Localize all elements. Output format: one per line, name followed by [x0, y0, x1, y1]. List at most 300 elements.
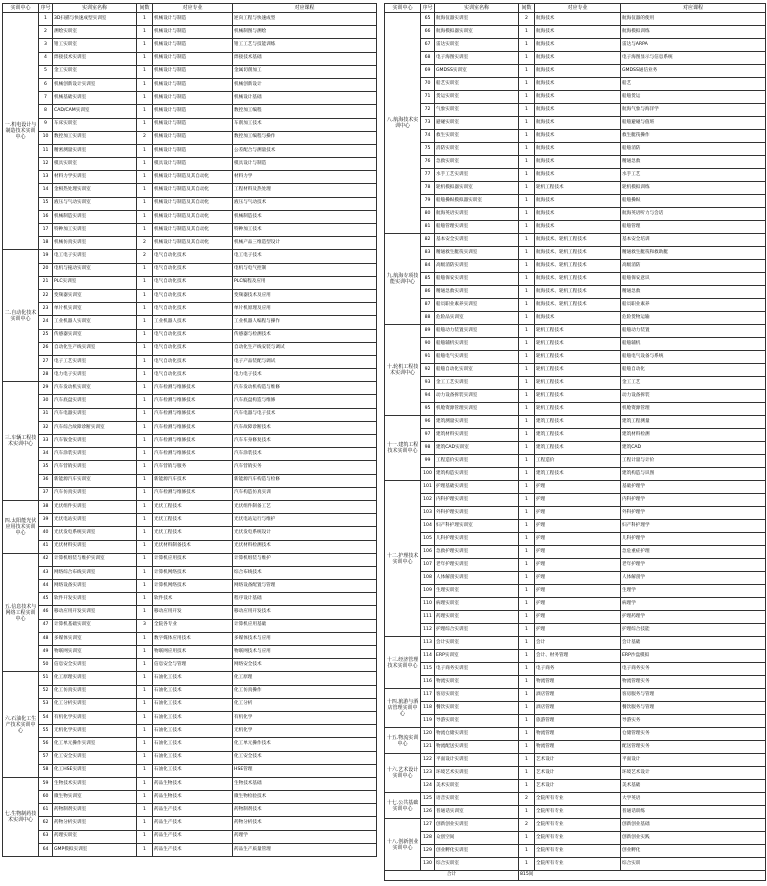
table-row: [3, 342, 377, 355]
room-no: 128: [421, 832, 435, 845]
room-course: 内科护理学: [621, 494, 766, 507]
room-course: 物流管理实务: [621, 676, 766, 689]
room-qty: 1: [137, 382, 153, 395]
room-qty: 1: [519, 39, 535, 52]
left-panel: [2, 3, 376, 857]
room-name: ERP实训室: [435, 650, 519, 663]
room-name: 气象实训室: [435, 104, 519, 117]
right-panel: [384, 3, 765, 881]
table-row: [3, 527, 377, 540]
room-major: 光伏工程技术: [153, 500, 233, 513]
room-major: 护理: [535, 507, 621, 520]
room-major: 机械设计与制造及其自动化: [153, 210, 233, 223]
room-major: 航海技术: [535, 156, 621, 169]
room-no: 119: [421, 715, 435, 728]
room-qty: 1: [519, 572, 535, 585]
room-name: 会计实训室: [435, 637, 519, 650]
room-major: 光伏工程技术: [153, 527, 233, 540]
room-course: 液压与气动技术: [233, 197, 377, 210]
room-course: 药物制剂技术: [233, 804, 377, 817]
room-no: 8: [39, 105, 53, 118]
room-qty: 1: [519, 312, 535, 325]
room-no: 73: [421, 117, 435, 130]
room-major: 护理: [535, 559, 621, 572]
room-qty: 1: [519, 169, 535, 182]
room-major: 石油化工技术: [153, 725, 233, 738]
table-row: [3, 52, 377, 65]
right-table-body: [385, 13, 766, 871]
table-row: [385, 312, 766, 325]
room-name: 物流配送实训室: [435, 741, 519, 754]
room-qty: 1: [519, 598, 535, 611]
room-name: 网络综合布线实训室: [53, 566, 137, 579]
room-major: 航海技术: [535, 78, 621, 91]
room-major: 航海技术: [535, 195, 621, 208]
room-major: 计算机应用技术: [153, 553, 233, 566]
room-major: 电子商务: [535, 663, 621, 676]
table-row: [385, 78, 766, 91]
room-qty: 1: [519, 26, 535, 39]
room-no: 83: [421, 247, 435, 260]
room-qty: 1: [137, 514, 153, 527]
header-major: 对应专业: [153, 4, 233, 13]
room-qty: 1: [519, 611, 535, 624]
room-name: 物流仓储实训室: [435, 728, 519, 741]
room-major: 护理: [535, 572, 621, 585]
room-name: 计算机基础实训室: [53, 619, 137, 632]
room-major: 航海技术: [535, 52, 621, 65]
room-name: 船艺实训室: [435, 78, 519, 91]
header-qty: 间数: [137, 4, 153, 13]
room-no: 5: [39, 65, 53, 78]
room-no: 32: [39, 421, 53, 434]
room-no: 95: [421, 403, 435, 416]
room-no: 55: [39, 725, 53, 738]
room-course: 妇产科护理学: [621, 520, 766, 533]
table-row: [385, 39, 766, 52]
room-name: 3D扫描与快速成型实训室: [53, 13, 137, 26]
table-row: [3, 593, 377, 606]
table-row: [3, 92, 377, 105]
header-course: 对应课程: [233, 4, 377, 13]
table-row: [385, 390, 766, 403]
table-row: [3, 131, 377, 144]
room-no: 15: [39, 197, 53, 210]
room-qty: 1: [519, 234, 535, 247]
room-qty: 1: [519, 715, 535, 728]
room-major: 移动应用开发: [153, 606, 233, 619]
header-major: 对应专业: [535, 4, 621, 13]
room-no: 90: [421, 338, 435, 351]
room-no: 52: [39, 685, 53, 698]
room-name: 语音实训室: [435, 793, 519, 806]
room-course: 公差配合与测量技术: [233, 144, 377, 157]
room-no: 66: [421, 26, 435, 39]
room-name: 自动化生产线实训室: [53, 342, 137, 355]
room-major: 药品生产技术: [153, 804, 233, 817]
room-no: 27: [39, 355, 53, 368]
room-major: 机械设计与制造: [153, 52, 233, 65]
room-name: 汽车涂装实训室: [53, 448, 137, 461]
room-course: 微生物检验技术: [233, 791, 377, 804]
room-name: 儿科护理实训室: [435, 533, 519, 546]
room-course: 大学英语: [621, 793, 766, 806]
room-course: 船舶管理: [621, 221, 766, 234]
room-course: GMDSS通信业务: [621, 65, 766, 78]
room-course: 物联网技术与应用: [233, 646, 377, 659]
room-qty: 1: [137, 777, 153, 790]
room-major: 机械设计与制造: [153, 39, 233, 52]
room-qty: 1: [519, 299, 535, 312]
room-name: 人体解剖实训室: [435, 572, 519, 585]
room-no: 120: [421, 728, 435, 741]
table-row: [3, 105, 377, 118]
room-qty: 1: [137, 263, 153, 276]
table-row: [385, 130, 766, 143]
room-no: 13: [39, 171, 53, 184]
room-course: 护理综合技能: [621, 624, 766, 637]
room-name: 美术实训室: [435, 780, 519, 793]
room-no: 21: [39, 276, 53, 289]
room-no: 63: [39, 830, 53, 843]
table-row: [385, 104, 766, 117]
room-major: 汽车检测与维修技术: [153, 487, 233, 500]
room-no: 51: [39, 672, 53, 685]
room-major: 光伏材料制备技术: [153, 540, 233, 553]
room-major: 轮机工程技术: [535, 338, 621, 351]
room-course: ERP沙盘模拟: [621, 650, 766, 663]
table-row: [3, 764, 377, 777]
table-row: [385, 624, 766, 637]
room-qty: 1: [137, 342, 153, 355]
room-major: 航海技术: [535, 130, 621, 143]
room-major: 建筑工程技术: [535, 416, 621, 429]
room-no: 25: [39, 329, 53, 342]
room-qty: 1: [519, 468, 535, 481]
room-name: 机械基础实训室: [53, 92, 137, 105]
room-course: 材料力学: [233, 171, 377, 184]
room-name: 电机与拖动实训室: [53, 263, 137, 276]
table-row: [3, 329, 377, 342]
room-qty: 1: [137, 78, 153, 91]
room-course: 程序设计基础: [233, 593, 377, 606]
room-course: 光伏发电系统设计: [233, 527, 377, 540]
table-row: [3, 725, 377, 738]
room-major: 药品生产技术: [153, 843, 233, 856]
room-qty: 1: [137, 276, 153, 289]
room-major: 工业机器人技术: [153, 316, 233, 329]
room-major: 轮机工程技术: [535, 351, 621, 364]
room-name: 光伏电站实训室: [53, 514, 137, 527]
room-major: 药品生产技术: [153, 830, 233, 843]
table-row: [385, 143, 766, 156]
room-major: 护理: [535, 481, 621, 494]
room-course: 金工工艺: [621, 377, 766, 390]
room-no: 121: [421, 741, 435, 754]
room-qty: 1: [519, 442, 535, 455]
room-name: 妇产科护理实训室: [435, 520, 519, 533]
room-qty: 1: [519, 806, 535, 819]
room-no: 23: [39, 303, 53, 316]
room-major: 航海技术、轮机工程技术: [535, 299, 621, 312]
room-major: 轮机工程技术: [535, 182, 621, 195]
room-qty: 1: [519, 624, 535, 637]
room-major: 艺术设计: [535, 754, 621, 767]
room-no: 124: [421, 780, 435, 793]
room-no: 92: [421, 364, 435, 377]
room-major: 石油化工技术: [153, 711, 233, 724]
room-no: 56: [39, 738, 53, 751]
table-row: [385, 247, 766, 260]
room-name: 光伏组件实训室: [53, 500, 137, 513]
room-name: 汽车底盘实训室: [53, 395, 137, 408]
table-row: [385, 650, 766, 663]
table-row: [385, 286, 766, 299]
room-qty: 1: [137, 738, 153, 751]
room-major: 航海技术: [535, 117, 621, 130]
room-qty: 1: [137, 435, 153, 448]
room-major: 石油化工技术: [153, 764, 233, 777]
room-name: 单片机实训室: [53, 303, 137, 316]
room-course: 餐饮服务与管理: [621, 702, 766, 715]
room-major: 航海技术: [535, 26, 621, 39]
room-course: 配送管理实务: [621, 741, 766, 754]
room-no: 41: [39, 540, 53, 553]
table-row: [385, 819, 766, 832]
room-major: 汽车检测与维修技术: [153, 421, 233, 434]
room-course: 急危重症护理: [621, 546, 766, 559]
room-major: 护理: [535, 520, 621, 533]
room-qty: 1: [137, 487, 153, 500]
room-no: 106: [421, 546, 435, 559]
room-course: 焊接技术基础: [233, 52, 377, 65]
room-course: 平面设计: [621, 754, 766, 767]
table-row: [385, 234, 766, 247]
table-row: [3, 672, 377, 685]
table-row: [385, 377, 766, 390]
room-major: 航海技术: [535, 208, 621, 221]
room-course: 高级消防: [621, 260, 766, 273]
room-name: 光伏材料实训室: [53, 540, 137, 553]
room-course: 自动化生产线安装与调试: [233, 342, 377, 355]
table-row: [385, 520, 766, 533]
center-name: 九.航海专项技能实训中心: [385, 234, 421, 325]
room-course: 动力设备拆装: [621, 390, 766, 403]
table-row: [3, 566, 377, 579]
room-name: 高级消防实训室: [435, 260, 519, 273]
room-qty: 1: [519, 221, 535, 234]
table-row: [385, 728, 766, 741]
table-row: [3, 158, 377, 171]
room-qty: 1: [519, 273, 535, 286]
room-course: 建筑工程测量: [621, 416, 766, 429]
room-qty: 1: [519, 247, 535, 260]
room-no: 50: [39, 659, 53, 672]
table-row: [3, 540, 377, 553]
room-qty: 1: [137, 144, 153, 157]
room-name: 有机化学实训室: [53, 711, 137, 724]
room-name: 急救实训室: [435, 156, 519, 169]
room-qty: 1: [519, 65, 535, 78]
table-row: [3, 355, 377, 368]
room-no: 104: [421, 520, 435, 533]
room-qty: 2: [137, 237, 153, 250]
center-name: 七.生物制药技术实训中心: [3, 777, 39, 856]
room-major: 建筑工程技术: [535, 429, 621, 442]
table-row: [385, 559, 766, 572]
room-qty: 1: [137, 39, 153, 52]
room-major: 轮机工程技术: [535, 364, 621, 377]
room-qty: 1: [519, 403, 535, 416]
room-name: 雷达实训室: [435, 39, 519, 52]
table-row: [385, 637, 766, 650]
table-row: [3, 421, 377, 434]
room-name: 传感器实训室: [53, 329, 137, 342]
room-name: 药理实训室: [53, 830, 137, 843]
room-major: 航海技术、轮机工程技术: [535, 286, 621, 299]
room-no: 29: [39, 382, 53, 395]
room-name: 汽车钣金实训室: [53, 435, 137, 448]
room-no: 49: [39, 646, 53, 659]
room-course: 精通急救: [621, 286, 766, 299]
room-course: 生理学: [621, 585, 766, 598]
room-qty: 1: [519, 637, 535, 650]
room-major: 机械设计与制造及其自动化: [153, 197, 233, 210]
room-qty: 1: [137, 210, 153, 223]
room-qty: 1: [137, 698, 153, 711]
room-major: 电气自动化技术: [153, 342, 233, 355]
room-no: 87: [421, 299, 435, 312]
room-no: 54: [39, 711, 53, 724]
room-major: 模具设计与制造: [153, 158, 233, 171]
room-no: 67: [421, 39, 435, 52]
room-course: 船舶消防: [621, 143, 766, 156]
room-course: 车削加工技术: [233, 118, 377, 131]
room-major: 药品生物技术: [153, 791, 233, 804]
room-no: 102: [421, 494, 435, 507]
room-course: 机舱资源管理: [621, 403, 766, 416]
room-name: 汽车营销实训室: [53, 461, 137, 474]
room-course: 药理学: [233, 830, 377, 843]
room-major: 轮机工程技术: [535, 377, 621, 390]
room-qty: 2: [137, 250, 153, 263]
table-row: [3, 118, 377, 131]
table-row: [3, 646, 377, 659]
room-qty: 1: [519, 78, 535, 91]
room-major: 航海技术: [535, 91, 621, 104]
room-qty: 1: [519, 195, 535, 208]
room-name: 移动应用开发实训室: [53, 606, 137, 619]
table-row: [3, 26, 377, 39]
room-name: 急救护理实训室: [435, 546, 519, 559]
table-row: [3, 777, 377, 790]
table-row: [385, 468, 766, 481]
room-no: 116: [421, 676, 435, 689]
room-qty: 1: [519, 104, 535, 117]
room-no: 80: [421, 208, 435, 221]
room-no: 36: [39, 474, 53, 487]
room-name: 老年护理实训室: [435, 559, 519, 572]
room-qty: 1: [137, 448, 153, 461]
header-course: 对应课程: [621, 4, 766, 13]
room-name: 焊接技术实训室: [53, 52, 137, 65]
room-major: 航海技术: [535, 104, 621, 117]
room-qty: 1: [137, 461, 153, 474]
room-no: 76: [421, 156, 435, 169]
room-no: 103: [421, 507, 435, 520]
center-name: 四.太阳能光伏应用技术实训中心: [3, 500, 39, 553]
room-qty: 1: [137, 685, 153, 698]
room-name: 导游实训室: [435, 715, 519, 728]
table-row: [3, 619, 377, 632]
room-qty: 1: [519, 364, 535, 377]
center-name: 十三.经济管理技术实训中心: [385, 637, 421, 689]
room-no: 62: [39, 817, 53, 830]
table-row: [3, 289, 377, 302]
room-name: 创新创业实训室: [435, 819, 519, 832]
room-course: 电力电子技术: [233, 369, 377, 382]
room-name: 化工HSE实训室: [53, 764, 137, 777]
room-no: 96: [421, 416, 435, 429]
room-qty: 1: [519, 858, 535, 871]
room-major: 电气自动化技术: [153, 250, 233, 263]
room-major: 工程造价: [535, 455, 621, 468]
room-qty: 1: [519, 585, 535, 598]
room-name: 护理基础实训室: [435, 481, 519, 494]
room-qty: 1: [137, 764, 153, 777]
room-no: 47: [39, 619, 53, 632]
room-qty: 2: [519, 793, 535, 806]
room-no: 113: [421, 637, 435, 650]
room-no: 72: [421, 104, 435, 117]
room-name: 液压与气动实训室: [53, 197, 137, 210]
header-row: [3, 4, 377, 13]
table-row: [3, 144, 377, 157]
room-qty: 1: [519, 260, 535, 273]
room-major: 物流管理: [535, 728, 621, 741]
room-major: 电气自动化技术: [153, 263, 233, 276]
room-no: 74: [421, 130, 435, 143]
room-name: 建筑构造实训室: [435, 468, 519, 481]
header-row: [385, 4, 766, 13]
table-row: [3, 698, 377, 711]
room-qty: 1: [137, 171, 153, 184]
room-name: 环境艺术实训室: [435, 767, 519, 780]
table-row: [3, 487, 377, 500]
total-label: 合计: [385, 871, 519, 881]
table-row: [385, 767, 766, 780]
room-qty: 1: [519, 650, 535, 663]
room-course: 船舶货运: [621, 91, 766, 104]
room-no: 12: [39, 158, 53, 171]
table-row: [3, 632, 377, 645]
table-row: [3, 237, 377, 250]
room-course: 会计基础: [621, 637, 766, 650]
room-name: 机械创新设计实训室: [53, 78, 137, 91]
room-qty: 1: [137, 791, 153, 804]
room-major: 石油化工技术: [153, 751, 233, 764]
room-major: 机械设计与制造: [153, 26, 233, 39]
header-no: 序号: [422, 4, 433, 11]
room-qty: 1: [137, 580, 153, 593]
room-no: 26: [39, 342, 53, 355]
room-course: 化工原理: [233, 672, 377, 685]
room-qty: 1: [519, 481, 535, 494]
room-major: 轮机工程技术: [535, 325, 621, 338]
room-major: 全院各专业: [153, 619, 233, 632]
room-course: 基础护理学: [621, 481, 766, 494]
room-qty: 1: [137, 92, 153, 105]
